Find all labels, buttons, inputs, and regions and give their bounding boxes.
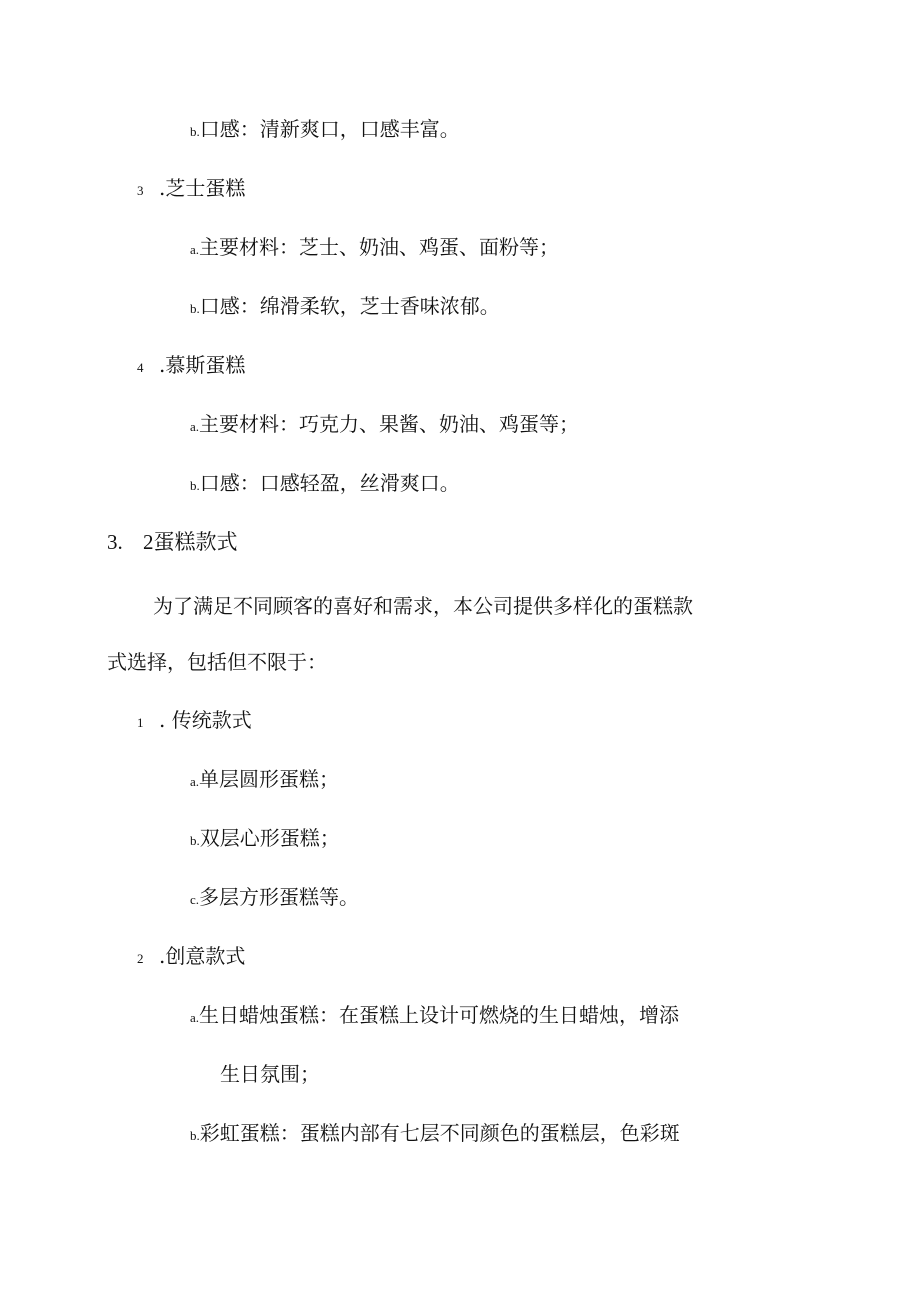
list-item-text: .创意款式 — [159, 944, 246, 968]
section-title: 2蛋糕款式 — [143, 530, 238, 554]
list-number: 1 — [137, 715, 144, 730]
list-item — [190, 412, 579, 439]
list-marker: a. — [190, 419, 200, 434]
list-item — [190, 1003, 679, 1030]
list-item — [190, 826, 340, 853]
list-item — [190, 885, 359, 912]
paragraph-line: 为了满足不同顾客的喜好和需求，本公司提供多样化的蛋糕款 — [153, 594, 693, 618]
list-item-text: .芝士蛋糕 — [159, 176, 246, 200]
list-item — [190, 767, 339, 794]
list-marker: b. — [190, 833, 200, 848]
list-marker: c. — [190, 892, 200, 907]
list-item-text: 单层圆形蛋糕； — [199, 767, 340, 791]
list-item-text: 口感：口感轻盈，丝滑爽口。 — [199, 471, 460, 495]
list-item — [190, 471, 460, 498]
list-number: 4 — [137, 360, 144, 375]
list-marker: b. — [190, 1128, 200, 1143]
section-number: 3. — [107, 530, 123, 554]
list-marker: b. — [190, 478, 200, 493]
paragraph-line: 式选择，包括但不限于： — [107, 650, 327, 674]
list-item — [137, 944, 245, 971]
list-number: 3 — [137, 183, 144, 198]
list-marker: b. — [190, 301, 200, 316]
list-item-text: 口感：清新爽口，口感丰富。 — [199, 117, 460, 141]
list-item-text: 生日蜡烛蛋糕：在蛋糕上设计可燃烧的生日蜡烛，增添 — [199, 1003, 680, 1027]
list-item — [190, 235, 559, 262]
list-marker: a. — [190, 774, 200, 789]
list-item-text: 主要材料：芝士、奶油、鸡蛋、面粉等； — [199, 235, 560, 259]
list-item-text: 彩虹蛋糕：蛋糕内部有七层不同颜色的蛋糕层，色彩斑 — [199, 1121, 680, 1145]
list-item-text: . 传统款式 — [159, 708, 252, 732]
list-item — [190, 1121, 680, 1148]
list-item-text: .慕斯蛋糕 — [159, 353, 246, 377]
list-item — [190, 117, 460, 144]
list-item — [190, 294, 500, 321]
list-item-continuation: 生日氛围； — [220, 1062, 320, 1086]
list-item-text: 多层方形蛋糕等。 — [199, 885, 360, 909]
list-item-text: 口感：绵滑柔软，芝士香味浓郁。 — [199, 294, 500, 318]
list-item — [137, 176, 245, 203]
list-item-text: 主要材料：巧克力、果酱、奶油、鸡蛋等； — [199, 412, 580, 436]
list-marker: a. — [190, 242, 200, 257]
list-marker: a. — [190, 1010, 200, 1025]
list-item — [137, 708, 252, 735]
list-item-text: 双层心形蛋糕； — [199, 826, 340, 850]
section-heading — [107, 530, 238, 554]
list-marker: b. — [190, 124, 200, 139]
list-item — [137, 353, 245, 380]
list-number: 2 — [137, 951, 144, 966]
